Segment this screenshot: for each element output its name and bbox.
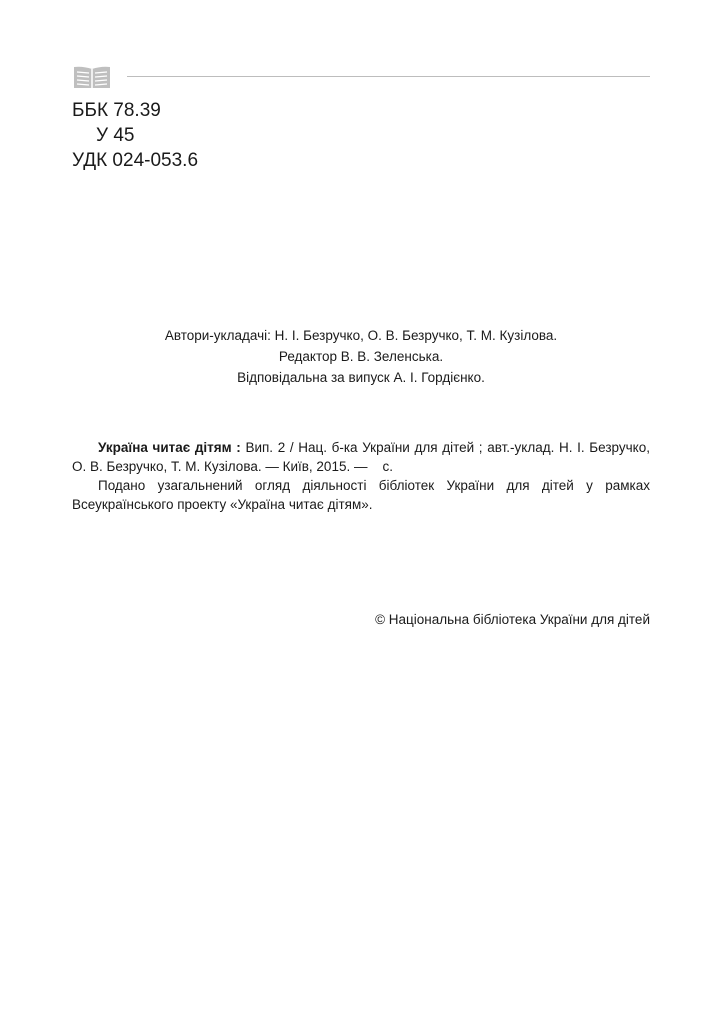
header-rule — [127, 76, 650, 77]
book-title: Україна читає дітям : — [98, 440, 241, 455]
credits-block — [72, 325, 650, 388]
page-header — [72, 62, 650, 92]
responsible-line: Відповідальна за випуск А. І. Гордієнко. — [237, 370, 485, 385]
abstract: Подано узагальнений огляд діяльності бібліотек України для дітей у рамках Всеукраїнського проекту «Україна читає дітям». — [72, 478, 650, 512]
bibliographic-record — [72, 438, 650, 476]
editor-line: Редактор В. В. Зеленська. — [278, 349, 444, 364]
author-mark: У 45 — [96, 125, 135, 146]
copyright-notice: © Національна бібліотека України для дітей — [375, 612, 650, 627]
classification-block — [72, 98, 198, 173]
compilers-line: Автори-укладачі: Н. І. Безручко, О. В. Безручко, Т. М. Кузілова. — [164, 328, 558, 343]
udk-code: УДК 024-053.6 — [72, 150, 199, 171]
bibliographic-description — [72, 438, 650, 514]
record-details: Вип. 2 / Нац. б-ка України для дітей ; авт.-уклад. Н. І. Безручко, О. В. Безручко, Т. М. Кузілова. — Київ, 2015. — с. — [72, 440, 650, 474]
open-book-icon — [72, 64, 112, 90]
bbk-code: ББК 78.39 — [72, 100, 161, 121]
